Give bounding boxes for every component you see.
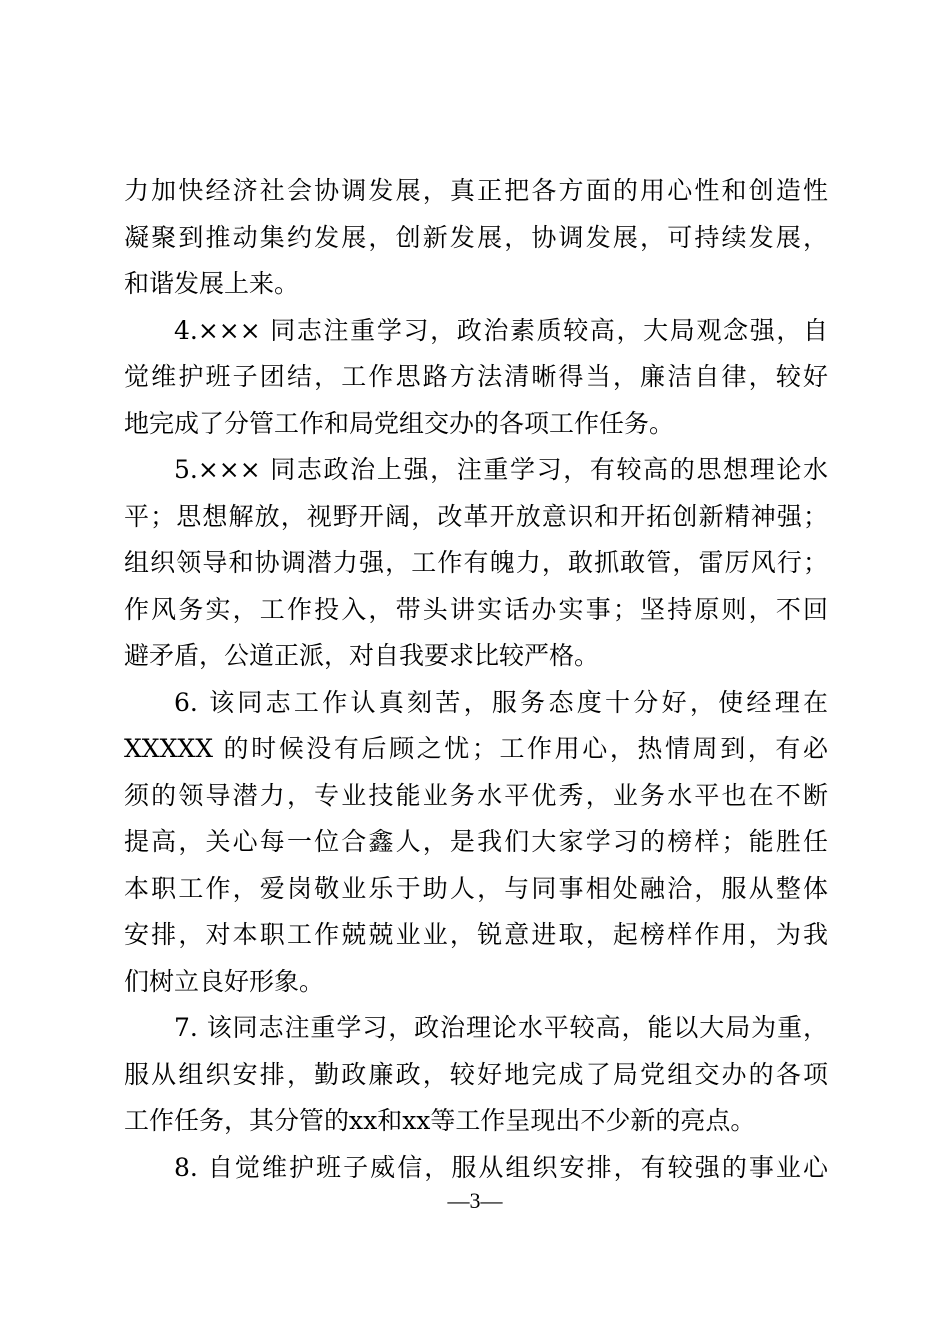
text-line: 工作任务，其分管的xx和xx等工作呈现出不少新的亮点。: [124, 1106, 756, 1135]
text-line: 和谐发展上来。: [124, 269, 300, 298]
text-line: 8. 自觉维护班子威信，服从组织安排，有较强的事业心: [174, 1152, 828, 1182]
text-line: 4.××× 同志注重学习，政治素质较高，大局观念强，自: [174, 315, 828, 345]
text-line: 5.××× 同志政治上强，注重学习，有较高的思想理论水: [174, 455, 828, 484]
text-line: 平；思想解放，视野开阔，改革开放意识和开拓创新精神强；: [124, 501, 828, 531]
body-text: [124, 168, 828, 1191]
text-line: 地完成了分管工作和局党组交办的各项工作任务。: [124, 408, 675, 438]
text-line: 组织领导和协调潜力强，工作有魄力，敢抓敢管，雷厉风行；: [124, 548, 828, 577]
text-line: 凝聚到推动集约发展，创新发展，协调发展，可持续发展，: [124, 222, 828, 252]
text-line: 安排，对本职工作兢兢业业，锐意进取，起榜样作用，为我: [124, 920, 828, 949]
text-line: 6. 该同志工作认真刻苦，服务态度十分好，使经理在: [174, 687, 828, 717]
page-number: —3—: [447, 1188, 503, 1213]
text-line: 7. 该同志注重学习，政治理论水平较高，能以大局为重，: [174, 1013, 828, 1042]
text-line: 提高，关心每一位合鑫人，是我们大家学习的榜样；能胜任: [124, 827, 828, 856]
text-line: 须的领导潜力，专业技能业务水平优秀，业务水平也在不断: [124, 780, 828, 810]
text-line: 们树立良好形象。: [124, 966, 325, 996]
text-line: 本职工作，爱岗敬业乐于助人，与同事相处融洽，服从整体: [124, 873, 828, 903]
text-line: 作风务实，工作投入，带头讲实话办实事；坚持原则，不回: [124, 594, 828, 624]
text-line: 避矛盾，公道正派，对自我要求比较严格。: [124, 641, 600, 670]
text-line: 服从组织安排，勤政廉政，较好地完成了局党组交办的各项: [124, 1059, 828, 1089]
text-line: XXXXX 的时候没有后顾之忧；工作用心，热情周到，有必: [124, 734, 828, 763]
text-line: 力加快经济社会协调发展，真正把各方面的用心性和创造性: [124, 176, 828, 205]
text-line: 觉维护班子团结，工作思路方法清晰得当，廉洁自律，较好: [124, 362, 828, 391]
